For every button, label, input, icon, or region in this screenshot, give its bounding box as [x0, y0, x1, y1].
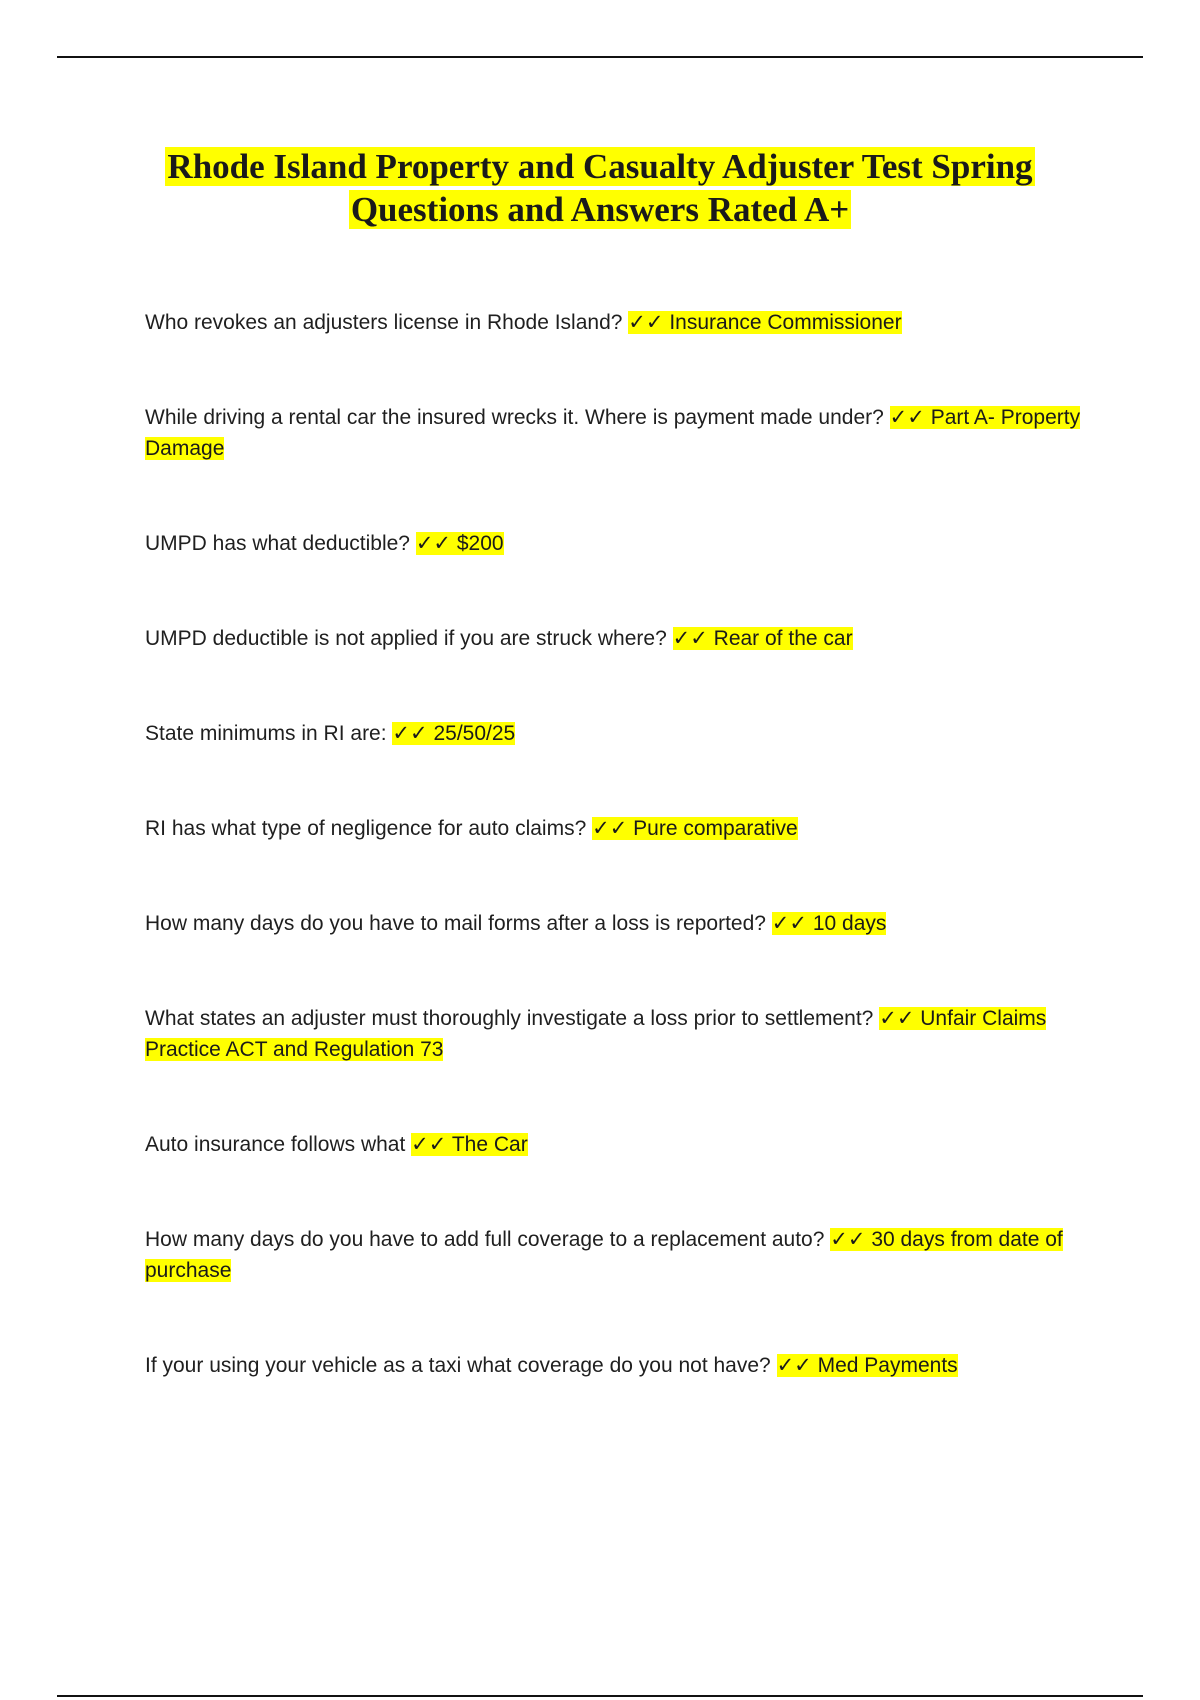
qa-item	[145, 528, 1090, 559]
question-text: State minimums in RI are:	[145, 722, 387, 745]
question-text: UMPD deductible is not applied if you are struck where?	[145, 627, 667, 650]
answer-highlight	[392, 722, 515, 745]
question-text: RI has what type of negligence for auto claims?	[145, 817, 587, 840]
check-mark-icon: ✓✓	[672, 627, 708, 650]
qa-item	[145, 1129, 1090, 1160]
answer-highlight	[416, 532, 504, 555]
answer-highlight	[777, 1354, 958, 1377]
check-mark-icon: ✓✓	[879, 1007, 915, 1030]
answer-highlight	[411, 1133, 528, 1156]
title-line-1: Rhode Island Property and Casualty Adjuster Test Spring	[167, 147, 1033, 186]
question-text: Who revokes an adjusters license in Rhode Island?	[145, 311, 623, 334]
check-mark-icon: ✓✓	[592, 817, 628, 840]
answer-text: 10 days	[812, 912, 887, 935]
check-mark-icon: ✓✓	[776, 1354, 812, 1377]
answer-text: Unfair Claims Practice ACT and Regulation 73	[145, 1007, 1047, 1061]
check-mark-icon: ✓✓	[415, 532, 452, 555]
top-rule	[57, 56, 1143, 58]
answer-text: Part A- Property Damage	[145, 406, 1081, 460]
qa-item	[145, 402, 1090, 464]
check-mark-icon: ✓✓	[771, 912, 807, 935]
qa-item	[145, 1350, 1090, 1381]
answer-text: Med Payments	[817, 1354, 958, 1377]
answer-highlight	[772, 912, 887, 935]
answer-text: $200	[456, 532, 504, 555]
answer-text: Pure comparative	[633, 817, 798, 840]
check-mark-icon: ✓✓	[628, 311, 664, 334]
qa-list	[145, 307, 1090, 1445]
question-text: What states an adjuster must thoroughly investigate a loss prior to settlement?	[145, 1007, 874, 1030]
answer-highlight	[673, 627, 853, 650]
qa-item	[145, 1224, 1090, 1286]
document-title	[100, 145, 1100, 231]
question-text: How many days do you have to mail forms after a loss is reported?	[145, 912, 766, 935]
answer-text: Rear of the car	[713, 627, 853, 650]
answer-text: The Car	[451, 1133, 528, 1156]
bottom-rule	[57, 1695, 1143, 1697]
answer-text: 30 days from date of purchase	[145, 1228, 1063, 1282]
qa-item	[145, 307, 1090, 338]
qa-item	[145, 718, 1090, 749]
title-line-2: Questions and Answers Rated A+	[350, 190, 850, 229]
check-mark-icon: ✓✓	[889, 406, 925, 429]
qa-item	[145, 623, 1090, 654]
qa-item	[145, 908, 1090, 939]
question-text: While driving a rental car the insured wrecks it. Where is payment made under?	[145, 406, 884, 429]
answer-highlight	[592, 817, 798, 840]
question-text: If your using your vehicle as a taxi what coverage do you not have?	[145, 1354, 771, 1377]
check-mark-icon: ✓✓	[411, 1133, 447, 1156]
question-text: UMPD has what deductible?	[145, 532, 410, 555]
check-mark-icon: ✓✓	[830, 1228, 866, 1251]
check-mark-icon: ✓✓	[392, 722, 428, 745]
qa-item	[145, 1003, 1090, 1065]
answer-highlight	[628, 311, 901, 334]
question-text: Auto insurance follows what	[145, 1133, 406, 1156]
answer-text: Insurance Commissioner	[669, 311, 902, 334]
qa-item	[145, 813, 1090, 844]
answer-text: 25/50/25	[433, 722, 516, 745]
question-text: How many days do you have to add full coverage to a replacement auto?	[145, 1228, 825, 1251]
